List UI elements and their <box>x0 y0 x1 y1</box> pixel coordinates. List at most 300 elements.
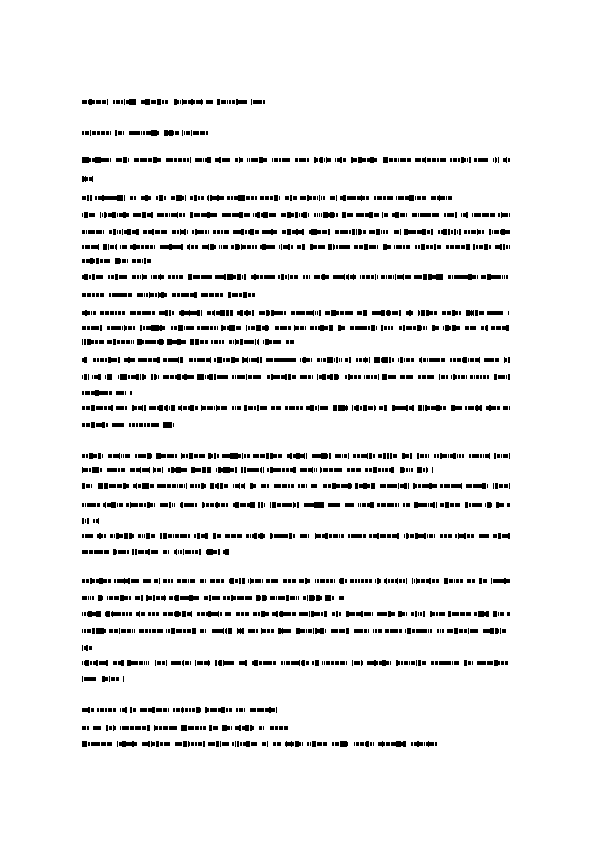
glyph-mark <box>89 503 92 507</box>
glyph-mark <box>312 467 313 473</box>
glyph-mark <box>473 629 475 633</box>
glyph-mark <box>110 196 114 200</box>
glyph-mark <box>383 742 385 746</box>
glyph-mark <box>323 230 327 234</box>
glyph-mark <box>142 534 143 538</box>
glyph-mark <box>143 579 144 583</box>
glyph-mark <box>427 358 428 362</box>
glyph-mark <box>216 629 220 633</box>
glyph-mark <box>275 468 279 472</box>
glyph-mark <box>475 629 478 633</box>
glyph-mark <box>495 358 498 362</box>
glyph-mark <box>127 629 129 633</box>
glyph-mark <box>168 358 172 362</box>
glyph-mark <box>381 275 385 279</box>
glyph-mark <box>410 534 414 538</box>
glyph-mark <box>470 629 473 633</box>
glyph-mark <box>324 245 325 249</box>
glyph-mark <box>103 391 105 395</box>
glyph-mark <box>206 100 210 104</box>
glyph-mark <box>400 213 404 217</box>
glyph-mark <box>190 661 191 665</box>
glyph-mark <box>278 596 282 600</box>
glyph-mark <box>390 661 391 665</box>
glyph-mark <box>215 726 217 730</box>
glyph-mark <box>257 454 259 458</box>
glyph-mark <box>147 579 151 583</box>
glyph-mark <box>359 484 363 488</box>
glyph-mark <box>489 358 492 362</box>
glyph-mark <box>342 212 343 218</box>
glyph-mark <box>168 131 169 135</box>
glyph-mark <box>324 484 327 488</box>
glyph-mark <box>315 454 319 458</box>
glyph-mark <box>108 454 112 458</box>
glyph-mark <box>113 484 114 488</box>
glyph-mark <box>480 405 482 411</box>
glyph-mark <box>325 275 329 279</box>
glyph-mark <box>225 629 226 633</box>
glyph-mark <box>178 158 182 162</box>
glyph-mark <box>155 726 158 730</box>
glyph-mark <box>180 550 182 554</box>
glyph-mark <box>400 357 403 363</box>
glyph-mark <box>443 406 444 410</box>
glyph-mark <box>279 158 281 162</box>
glyph-mark <box>447 213 450 217</box>
glyph-mark <box>82 275 84 279</box>
glyph-mark <box>131 326 132 330</box>
glyph-mark <box>84 212 88 218</box>
glyph-mark <box>141 595 142 601</box>
glyph-mark <box>315 741 316 747</box>
glyph-mark <box>206 550 207 554</box>
glyph-mark <box>181 340 184 344</box>
glyph-mark <box>111 326 114 330</box>
glyph-mark <box>184 326 185 330</box>
glyph-mark <box>242 245 246 249</box>
glyph-mark <box>192 579 194 583</box>
glyph-mark <box>263 100 265 104</box>
glyph-mark <box>273 340 277 344</box>
glyph-mark <box>148 596 152 600</box>
glyph-mark <box>235 579 238 583</box>
glyph-mark <box>284 311 286 315</box>
glyph-mark <box>314 596 315 600</box>
glyph-mark <box>347 213 349 217</box>
glyph-mark <box>449 579 453 583</box>
glyph-mark <box>250 578 251 584</box>
glyph-mark <box>335 629 338 633</box>
glyph-mark <box>247 454 250 458</box>
glyph-mark <box>93 358 96 362</box>
glyph-mark <box>366 741 369 747</box>
glyph-mark <box>289 503 292 507</box>
glyph-mark <box>241 244 242 250</box>
glyph-mark <box>262 326 265 330</box>
glyph-mark <box>104 212 106 218</box>
glyph-mark <box>108 275 110 279</box>
glyph-mark <box>364 612 367 616</box>
glyph-mark <box>262 579 263 583</box>
glyph-mark <box>261 611 265 617</box>
glyph-mark <box>461 157 464 163</box>
glyph-mark <box>404 534 405 538</box>
glyph-mark <box>117 340 120 344</box>
glyph-mark <box>259 661 260 665</box>
glyph-mark <box>292 579 296 583</box>
glyph-mark <box>86 406 90 410</box>
glyph-mark <box>445 325 449 331</box>
glyph-mark <box>442 629 444 633</box>
glyph-mark <box>148 196 151 200</box>
glyph-mark <box>82 339 83 345</box>
glyph-mark <box>491 275 495 279</box>
glyph-mark <box>385 629 388 633</box>
glyph-mark <box>351 468 352 472</box>
glyph-mark <box>274 534 277 538</box>
glyph-mark <box>304 612 308 616</box>
glyph-mark <box>182 244 183 250</box>
glyph-mark <box>471 274 472 280</box>
glyph-mark <box>323 212 324 218</box>
glyph-mark <box>236 453 238 459</box>
glyph-mark <box>246 292 247 298</box>
glyph-mark <box>240 310 243 316</box>
glyph-mark <box>119 311 121 315</box>
glyph-mark <box>188 406 189 410</box>
glyph-mark <box>270 196 273 200</box>
glyph-mark <box>168 612 170 616</box>
glyph-mark <box>339 358 340 362</box>
glyph-mark <box>234 196 238 200</box>
glyph-mark <box>346 275 348 279</box>
glyph-mark <box>347 503 350 507</box>
glyph-mark <box>87 326 90 330</box>
glyph-mark <box>237 311 240 315</box>
glyph-mark <box>361 195 362 201</box>
glyph-mark <box>235 484 237 488</box>
glyph-mark <box>361 579 364 583</box>
glyph-mark <box>386 311 387 315</box>
glyph-mark <box>221 230 223 234</box>
glyph-mark <box>386 742 390 746</box>
glyph-mark <box>173 131 174 135</box>
glyph-mark <box>416 660 417 666</box>
glyph-mark <box>366 375 370 379</box>
glyph-mark <box>153 340 156 344</box>
glyph-mark <box>257 708 260 712</box>
glyph-mark <box>213 230 216 234</box>
glyph-mark <box>135 726 136 730</box>
glyph-mark <box>145 468 149 472</box>
glyph-mark <box>403 245 405 249</box>
glyph-mark <box>345 503 347 507</box>
glyph-mark <box>143 131 145 135</box>
glyph-mark <box>120 131 122 135</box>
glyph-mark <box>363 230 366 234</box>
glyph-mark <box>418 484 421 488</box>
glyph-mark <box>498 230 499 234</box>
glyph-mark <box>453 374 455 380</box>
glyph-mark <box>509 483 510 489</box>
glyph-mark <box>491 503 492 507</box>
glyph-mark <box>185 195 186 201</box>
glyph-mark <box>412 578 413 584</box>
glyph-mark <box>125 454 128 458</box>
glyph-mark <box>216 741 219 747</box>
glyph-mark <box>406 213 407 217</box>
glyph-mark <box>201 612 205 616</box>
glyph-mark <box>184 131 185 135</box>
glyph-mark <box>179 213 182 217</box>
glyph-mark <box>223 196 224 200</box>
glyph-mark <box>125 707 127 713</box>
glyph-mark <box>114 484 116 488</box>
glyph-mark <box>171 326 173 330</box>
glyph-mark <box>207 549 210 555</box>
glyph-mark <box>381 310 385 316</box>
glyph-mark <box>386 578 387 584</box>
glyph-mark <box>118 311 119 315</box>
glyph-mark <box>91 213 93 217</box>
glyph-mark <box>292 230 293 234</box>
glyph-mark <box>164 130 168 136</box>
text-line <box>82 422 174 428</box>
glyph-mark <box>223 503 225 507</box>
glyph-mark <box>320 406 324 410</box>
glyph-mark <box>227 661 231 665</box>
glyph-mark <box>245 230 247 234</box>
glyph-mark <box>177 100 179 104</box>
glyph-mark <box>124 612 125 616</box>
glyph-mark <box>344 454 347 458</box>
glyph-mark <box>406 405 408 411</box>
glyph-mark <box>301 213 303 217</box>
glyph-mark <box>379 661 382 665</box>
glyph-mark <box>363 358 365 362</box>
glyph-mark <box>239 245 240 249</box>
glyph-mark <box>106 423 108 427</box>
glyph-mark <box>175 534 177 538</box>
glyph-mark <box>91 391 95 395</box>
glyph-mark <box>354 275 356 279</box>
glyph-mark <box>182 130 183 136</box>
glyph-mark <box>426 310 429 316</box>
text-line-glyphs <box>82 274 510 280</box>
glyph-mark <box>260 375 261 379</box>
glyph-mark <box>151 374 153 380</box>
glyph-mark <box>130 196 133 200</box>
glyph-mark <box>425 157 426 163</box>
glyph-mark <box>458 406 462 410</box>
glyph-mark <box>183 708 184 712</box>
glyph-mark <box>317 579 319 583</box>
glyph-mark <box>369 534 372 538</box>
glyph-mark <box>271 310 274 316</box>
glyph-mark <box>204 358 205 362</box>
glyph-mark <box>159 405 163 411</box>
glyph-mark <box>476 375 479 379</box>
glyph-mark <box>149 131 151 135</box>
glyph-mark <box>266 212 268 218</box>
glyph-mark <box>321 468 322 472</box>
glyph-mark <box>101 742 102 746</box>
glyph-mark <box>157 484 159 488</box>
glyph-mark <box>367 503 368 507</box>
glyph-mark <box>151 275 152 279</box>
glyph-mark <box>241 612 244 616</box>
glyph-mark <box>443 612 445 616</box>
glyph-mark <box>216 196 217 200</box>
glyph-mark <box>470 406 474 410</box>
glyph-mark <box>452 275 453 279</box>
glyph-mark <box>478 661 482 665</box>
glyph-mark <box>152 629 156 633</box>
glyph-mark <box>459 629 461 633</box>
glyph-mark <box>161 454 164 458</box>
glyph-mark <box>342 454 343 458</box>
glyph-mark <box>158 375 159 379</box>
glyph-mark <box>354 629 357 633</box>
glyph-mark <box>179 406 181 410</box>
glyph-mark <box>95 677 96 681</box>
glyph-mark <box>302 660 305 666</box>
glyph-mark <box>178 579 181 583</box>
glyph-mark <box>172 275 175 279</box>
glyph-mark <box>100 423 102 427</box>
glyph-mark <box>346 245 348 249</box>
glyph-mark <box>193 596 196 600</box>
glyph-mark <box>395 230 399 234</box>
glyph-mark <box>406 533 408 539</box>
glyph-mark <box>506 275 508 279</box>
glyph-mark <box>404 213 405 217</box>
glyph-mark <box>100 212 101 218</box>
glyph-mark <box>205 293 208 297</box>
glyph-mark <box>138 534 141 538</box>
glyph-mark <box>399 275 400 279</box>
glyph-mark <box>341 484 342 488</box>
text-line-glyphs <box>82 176 96 182</box>
glyph-mark <box>194 534 196 538</box>
glyph-mark <box>93 454 96 458</box>
glyph-mark <box>110 131 111 135</box>
glyph-mark <box>351 484 352 488</box>
glyph-mark <box>423 405 424 411</box>
glyph-mark <box>269 661 271 665</box>
glyph-mark <box>93 230 95 234</box>
glyph-mark <box>358 157 362 163</box>
glyph-mark <box>386 661 389 665</box>
glyph-mark <box>250 229 254 235</box>
glyph-mark <box>97 157 101 163</box>
glyph-mark <box>415 533 418 539</box>
glyph-mark <box>239 293 242 297</box>
glyph-mark <box>434 196 436 200</box>
glyph-mark <box>231 595 233 601</box>
glyph-mark <box>324 468 328 472</box>
glyph-mark <box>82 245 84 249</box>
glyph-mark <box>486 158 488 162</box>
glyph-mark <box>107 259 110 263</box>
glyph-mark <box>89 275 91 279</box>
text-line-glyphs <box>82 339 294 345</box>
glyph-mark <box>127 503 129 507</box>
glyph-mark <box>132 423 135 427</box>
glyph-mark <box>303 357 306 363</box>
glyph-mark <box>383 374 387 380</box>
glyph-mark <box>223 326 226 330</box>
glyph-mark <box>270 533 272 539</box>
glyph-mark <box>115 245 116 249</box>
glyph-mark <box>102 275 103 279</box>
glyph-mark <box>238 213 239 217</box>
glyph-mark <box>231 726 232 730</box>
glyph-mark <box>111 596 113 600</box>
glyph-mark <box>220 483 223 489</box>
glyph-mark <box>262 230 265 234</box>
text-line-glyphs <box>82 707 277 713</box>
glyph-mark <box>225 742 229 746</box>
glyph-mark <box>119 534 123 538</box>
glyph-mark <box>432 275 436 279</box>
glyph-mark <box>371 245 373 249</box>
glyph-mark <box>299 612 302 616</box>
glyph-mark <box>395 579 397 583</box>
glyph-mark <box>477 661 478 665</box>
glyph-mark <box>423 468 425 472</box>
glyph-mark <box>231 245 234 249</box>
glyph-mark <box>274 358 277 362</box>
glyph-mark <box>399 310 401 316</box>
glyph-mark <box>226 534 230 538</box>
glyph-mark <box>184 468 185 472</box>
glyph-mark <box>86 157 89 163</box>
glyph-mark <box>148 326 151 330</box>
glyph-mark <box>266 596 267 600</box>
glyph-mark <box>83 741 87 747</box>
glyph-mark <box>424 629 425 633</box>
glyph-mark <box>93 726 97 730</box>
glyph-mark <box>455 375 457 379</box>
glyph-mark <box>400 741 401 747</box>
glyph-mark <box>260 275 263 279</box>
glyph-mark <box>390 629 394 633</box>
glyph-mark <box>388 611 391 617</box>
glyph-mark <box>139 726 141 730</box>
glyph-mark <box>411 612 414 616</box>
glyph-mark <box>374 405 375 411</box>
glyph-mark <box>124 578 125 584</box>
glyph-mark <box>324 453 327 459</box>
glyph-mark <box>330 196 333 200</box>
glyph-mark <box>482 661 484 665</box>
glyph-mark <box>107 99 108 105</box>
glyph-mark <box>265 484 266 488</box>
glyph-mark <box>478 158 482 162</box>
glyph-mark <box>418 245 419 249</box>
glyph-mark <box>277 503 281 507</box>
glyph-mark <box>145 483 146 489</box>
glyph-mark <box>87 339 91 345</box>
glyph-mark <box>428 484 429 488</box>
text-line <box>82 339 294 345</box>
glyph-mark <box>331 661 334 665</box>
glyph-mark <box>393 275 394 279</box>
glyph-mark <box>104 534 106 538</box>
glyph-mark <box>148 158 152 162</box>
